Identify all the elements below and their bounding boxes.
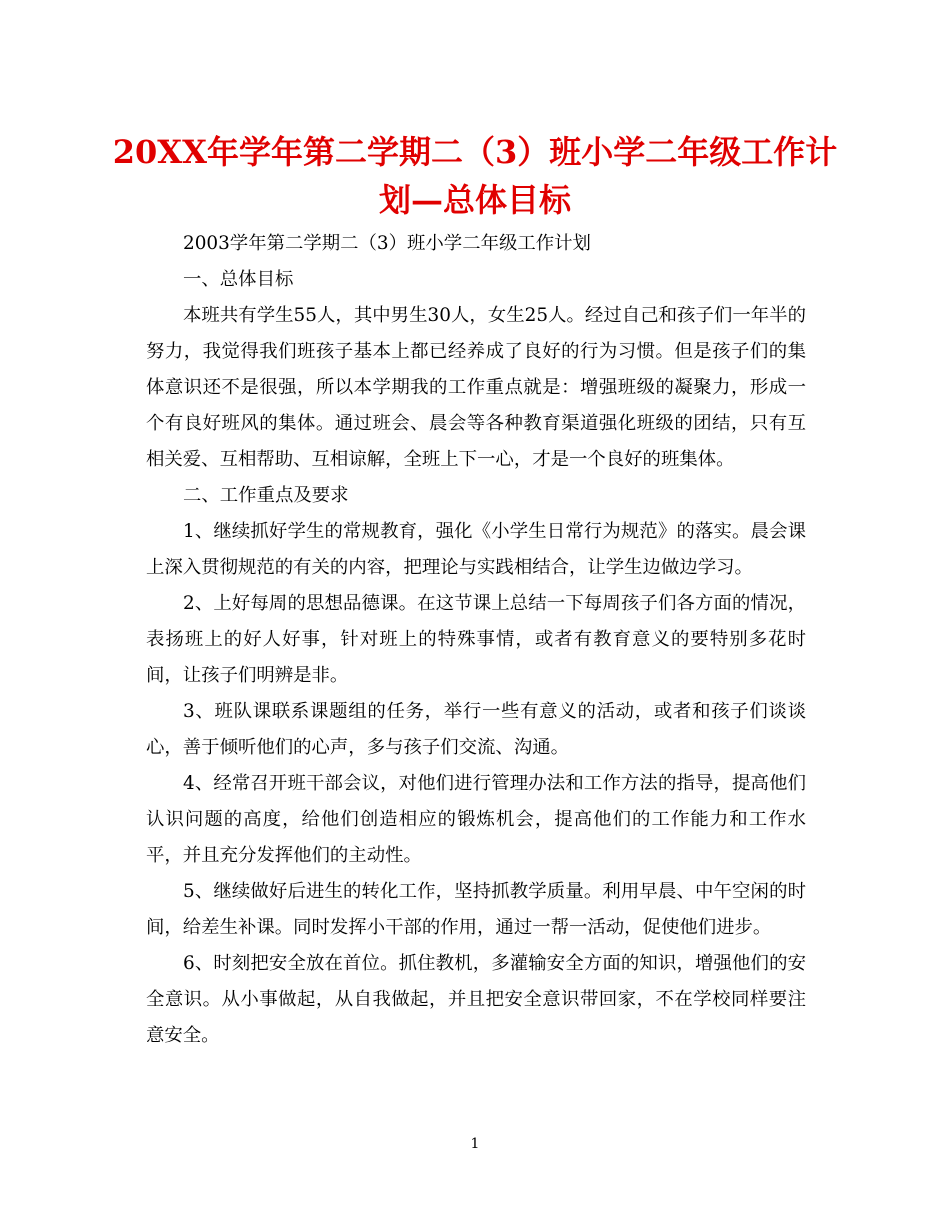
title-line-1: 20XX年学年第二学期二（3）班小学二年级工作计 — [112, 133, 838, 171]
plan-heading: 2003学年第二学期二（3）班小学二年级工作计划 — [183, 233, 591, 254]
list-item-1: 1、继续抓好学生的常规教育，强化《小学生日常行为规范》的落实。晨会课上深入贯彻规范的有关的内容，把理论与实践相结合，让学生边做边学习。 — [146, 521, 806, 578]
document-body — [146, 226, 806, 1054]
list-item-5: 5、继续做好后进生的转化工作，坚持抓教学质量。利用早晨、中午空闲的时间，给差生补课。同时发挥小干部的作用，通过一帮一活动，促使他们进步。 — [146, 881, 806, 938]
section-heading-focus: 二、工作重点及要求 — [183, 485, 349, 506]
title-line-2: 划—总体目标 — [378, 181, 571, 219]
list-item-4: 4、经常召开班干部会议，对他们进行管理办法和工作方法的指导，提高他们认识问题的高度，给他们创造相应的锻炼机会，提高他们的工作能力和工作水平，并且充分发挥他们的主动性。 — [146, 773, 806, 866]
document-title — [100, 128, 850, 224]
paragraph-goals: 本班共有学生55人，其中男生30人，女生25人。经过自己和孩子们一年半的努力，我觉得我们班孩子基本上都已经养成了良好的行为习惯。但是孩子们的集体意识还不是很强，所以本学期我的工作重点就是：增强班级的凝聚力，形成一个有良好班风的集体。通过班会、晨会等各种教育渠道强化班级的团结，只有互相关爱、互相帮助、互相谅解，全班上下一心，才是一个良好的班集体。 — [146, 305, 806, 470]
page-number: 1 — [470, 1136, 480, 1152]
list-item-2: 2、上好每周的思想品德课。在这节课上总结一下每周孩子们各方面的情况，表扬班上的好人好事，针对班上的特殊事情，或者有教育意义的要特别多花时间，让孩子们明辨是非。 — [146, 593, 806, 686]
list-item-3: 3、班队课联系课题组的任务，举行一些有意义的活动，或者和孩子们谈谈心，善于倾听他们的心声，多与孩子们交流、沟通。 — [146, 701, 806, 758]
section-heading-goals: 一、总体目标 — [183, 269, 294, 290]
list-item-6: 6、时刻把安全放在首位。抓住教机，多灌输安全方面的知识，增强他们的安全意识。从小事做起，从自我做起，并且把安全意识带回家，不在学校同样要注意安全。 — [146, 953, 806, 1046]
